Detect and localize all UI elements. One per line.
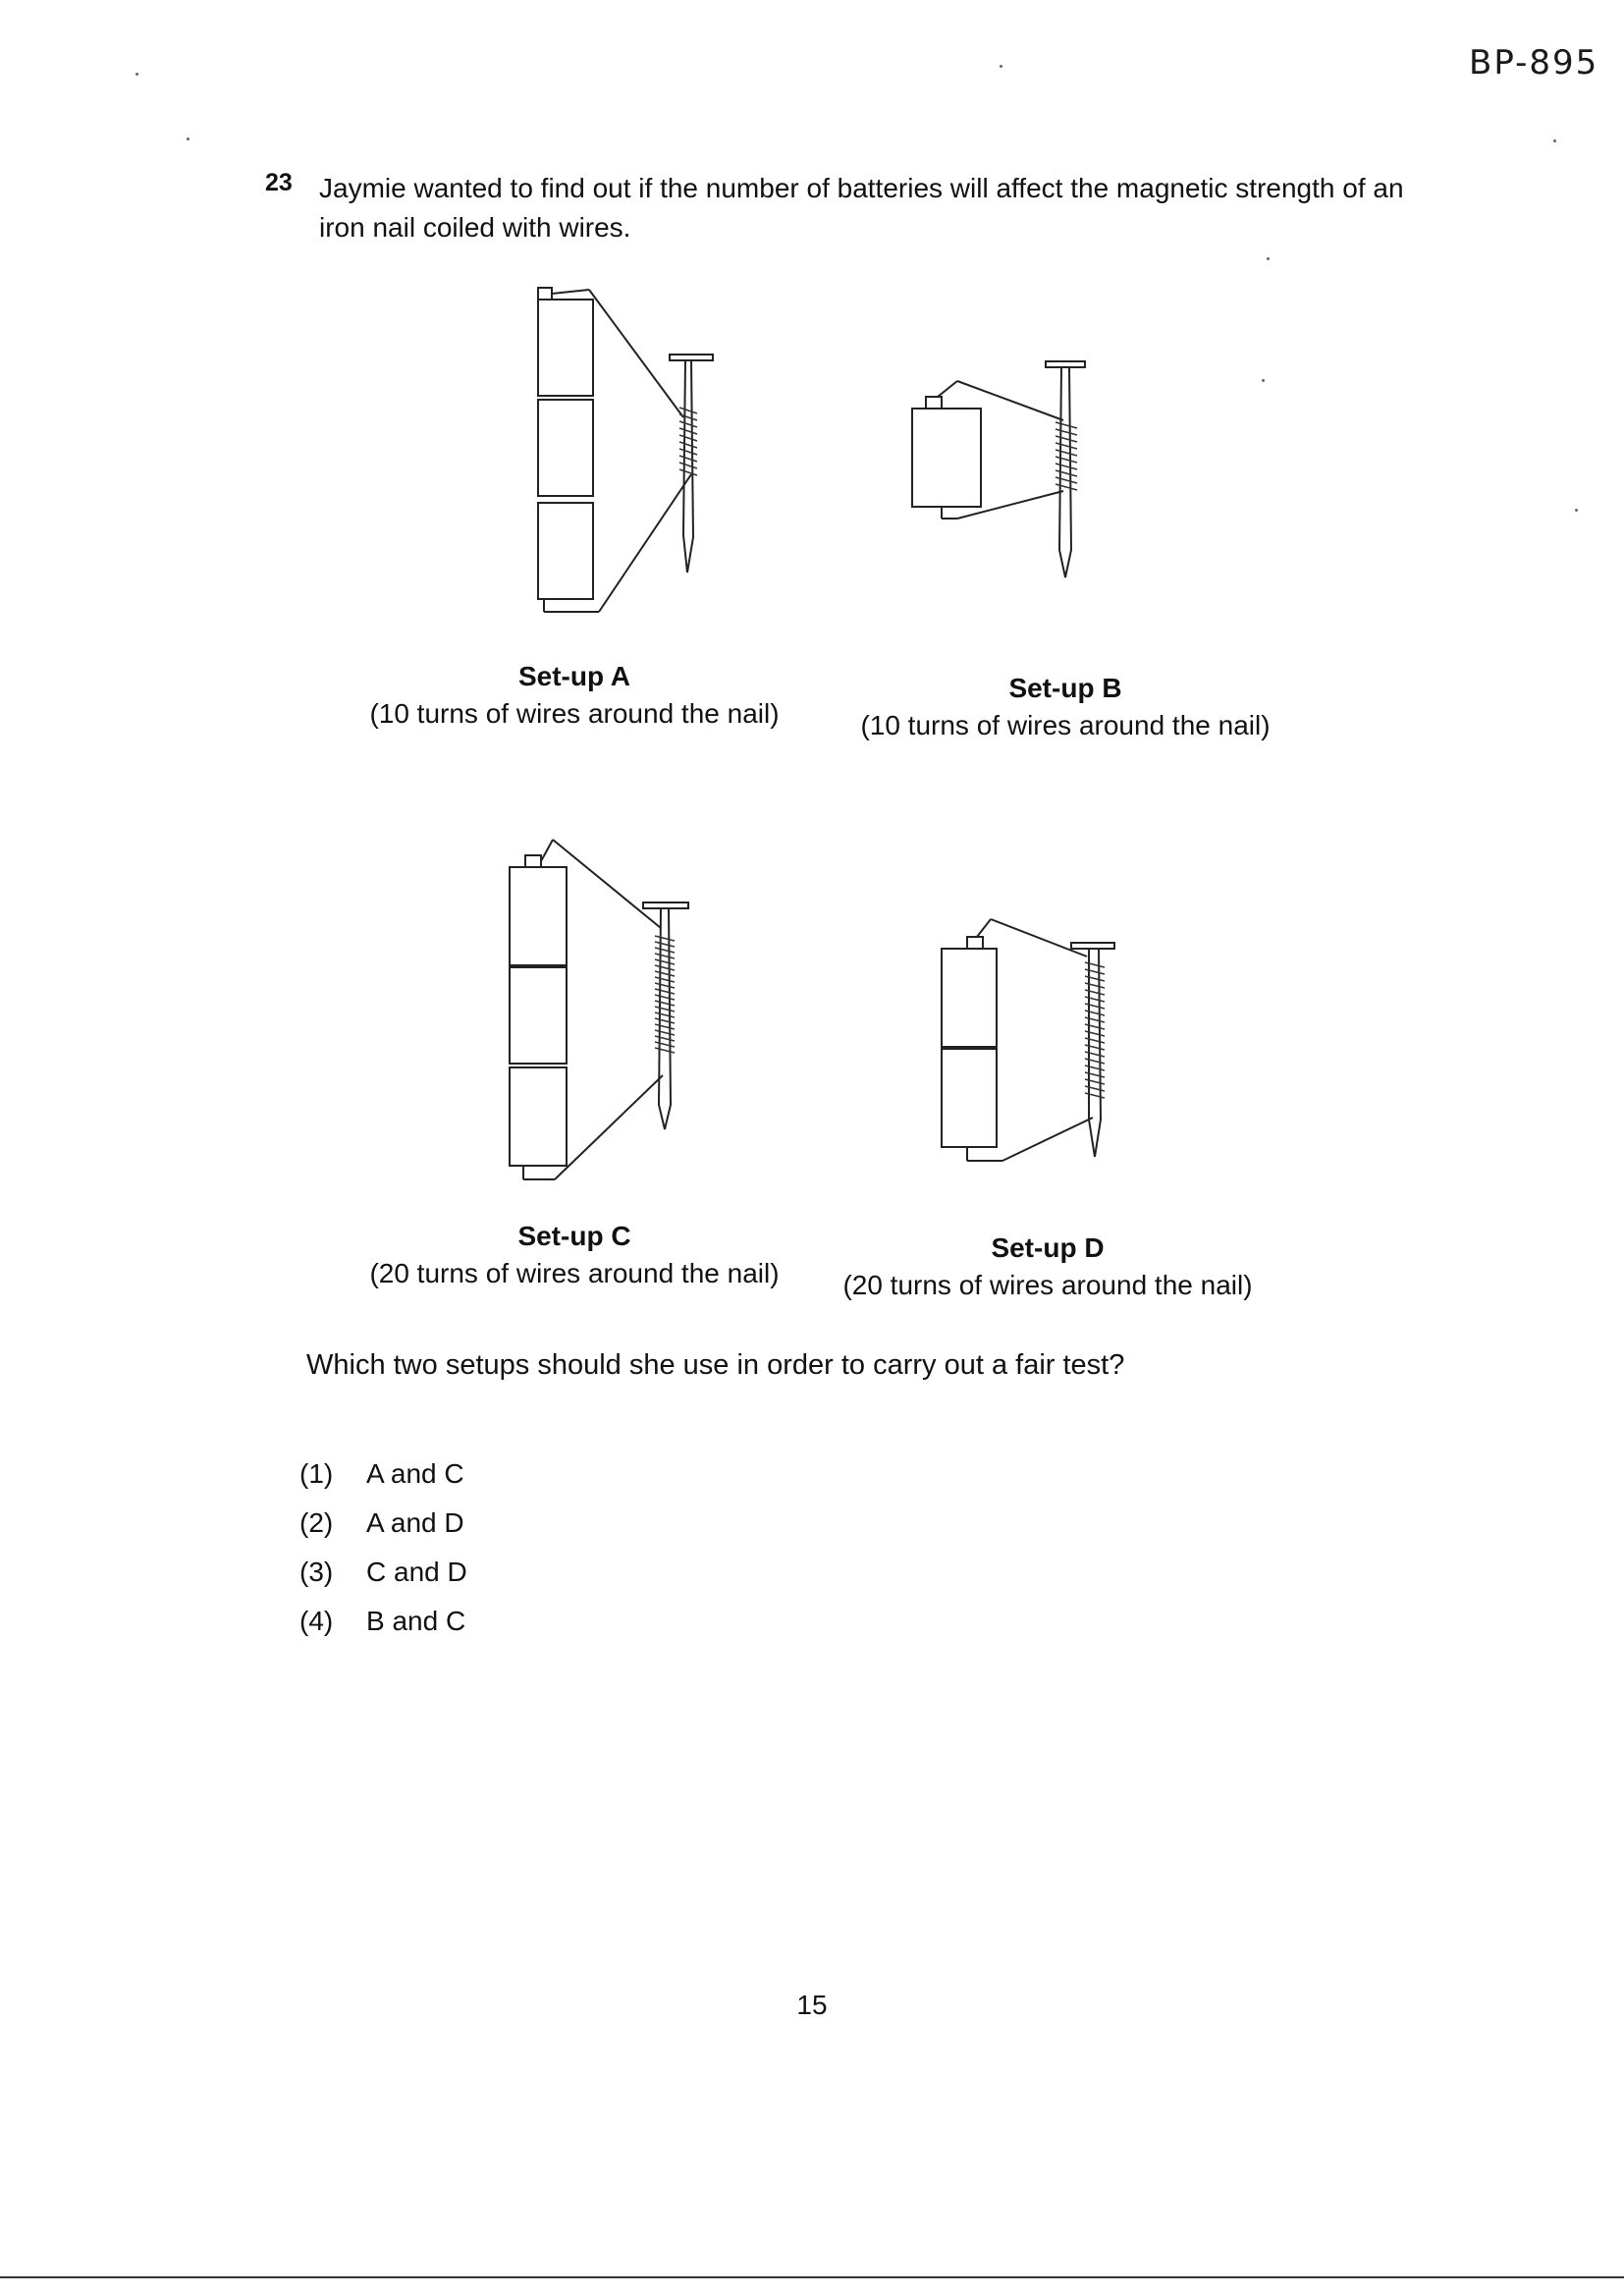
option-number: (2) [299,1507,334,1538]
setup-a-title: Set-up A [517,661,631,691]
paper-code: BP-895 [1469,43,1599,82]
option-4[interactable] [299,1597,467,1646]
option-text: A and D [366,1507,464,1538]
question-number: 23 [265,169,293,196]
battery-2 [538,400,593,496]
battery-terminal [538,288,552,300]
option-text: C and D [366,1557,467,1587]
setup-c-description: (20 turns of wires around the nail) [369,1258,780,1288]
option-number: (3) [299,1557,334,1587]
setup-a-diagram [520,280,746,619]
scan-speck [1000,65,1002,68]
question-text: Jaymie wanted to find out if the number of batteries will affect the magnetic strength of an iron nail coiled with wires. [319,173,1404,243]
setup-d-diagram [928,903,1134,1169]
battery-1 [942,949,997,1047]
battery-3 [538,503,593,599]
setup-b-description: (10 turns of wires around the nail) [860,710,1271,740]
setup-d-caption [812,1230,1283,1304]
battery-1 [510,867,567,965]
scan-speck [1553,139,1556,142]
scan-speck [135,73,138,76]
question-prompt: Which two setups should she use in order to carry out a fair test? [306,1349,1125,1381]
scan-speck [1575,509,1578,512]
setup-b-diagram [898,354,1114,594]
setup-b-title: Set-up B [1008,673,1122,703]
wire-coil [679,408,697,475]
option-text: B and C [366,1606,466,1636]
page-number: 15 [796,1990,828,2020]
wire-coil [655,936,675,1053]
option-number: (1) [299,1458,334,1489]
option-1[interactable] [299,1449,467,1499]
wire-coil [1056,422,1077,490]
battery-1 [912,409,981,507]
battery-2 [942,1049,997,1147]
battery-1 [538,300,593,396]
scan-speck [1262,379,1265,382]
option-2[interactable] [299,1499,467,1548]
scan-speck [187,137,189,140]
setup-d-title: Set-up D [991,1232,1105,1263]
setup-c-title: Set-up C [517,1221,631,1251]
setup-c-caption [339,1218,810,1292]
bottom-rule [0,2276,1624,2278]
setup-d-description: (20 turns of wires around the nail) [842,1270,1253,1300]
setup-a-description: (10 turns of wires around the nail) [369,698,780,729]
scan-speck [1267,257,1270,260]
setup-a-caption [339,658,810,733]
option-3[interactable] [299,1548,467,1597]
battery-3 [510,1067,567,1166]
setup-c-diagram [496,830,712,1183]
option-number: (4) [299,1606,334,1636]
setup-b-caption [830,670,1301,744]
battery-2 [510,967,567,1064]
option-text: A and C [366,1458,464,1489]
answer-options [299,1449,467,1646]
